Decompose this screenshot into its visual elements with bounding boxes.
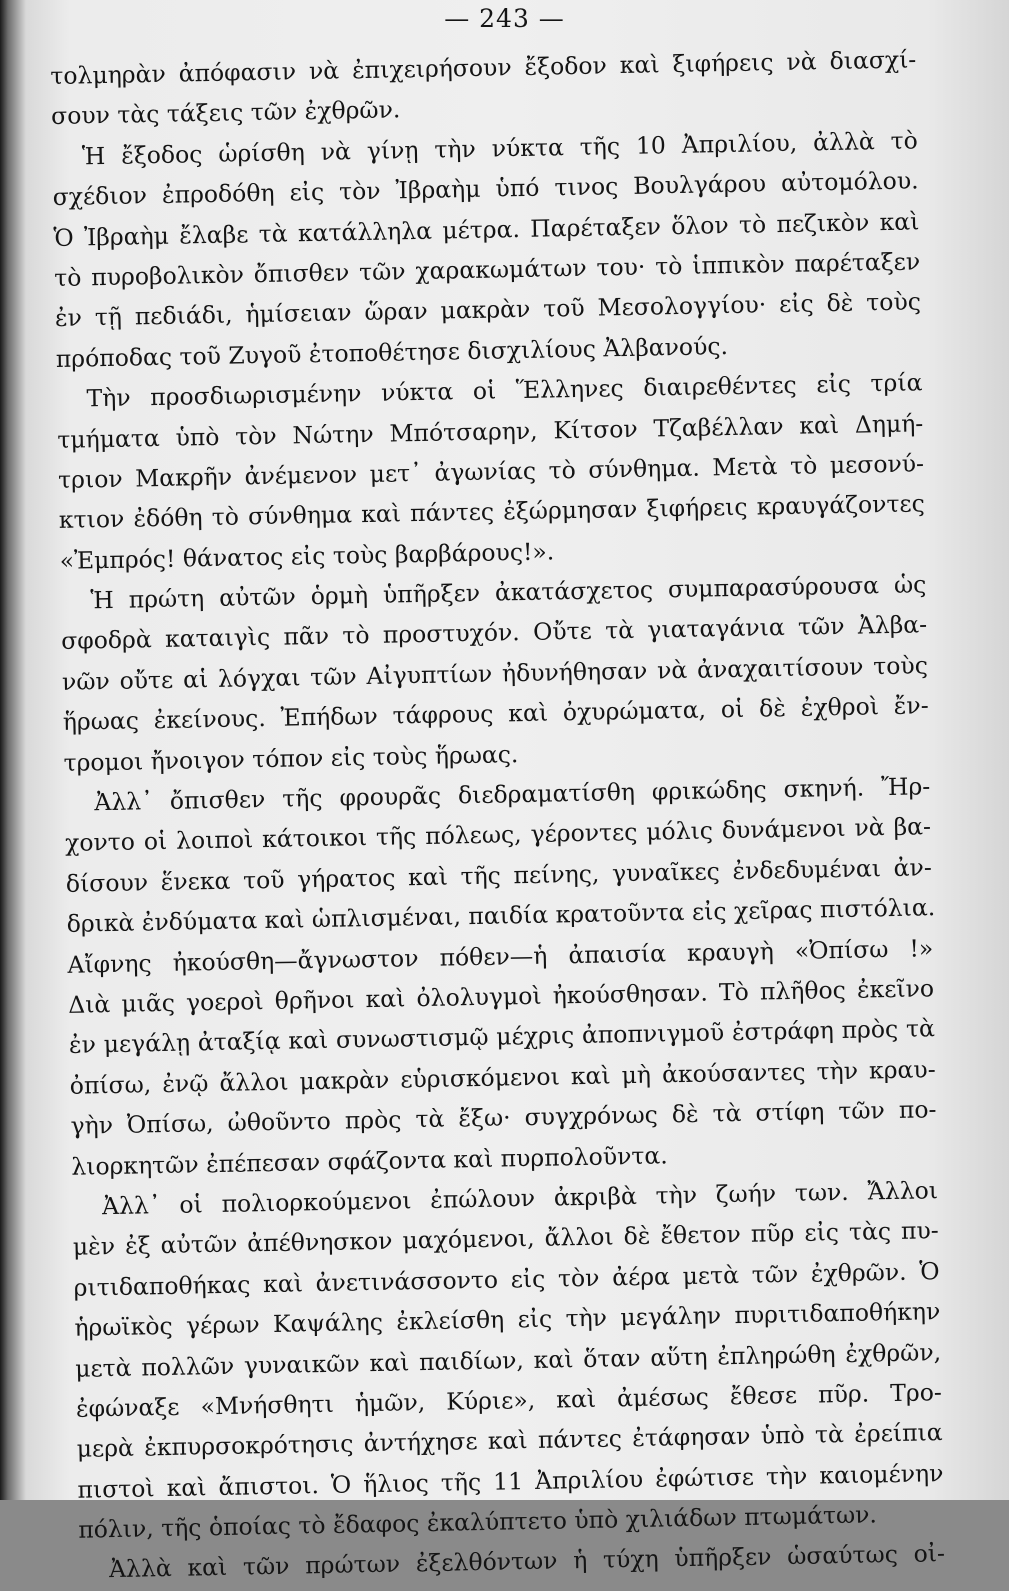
text-line: χοντο οἱ λοιποὶ κάτοικοι τῆς πόλεως, γέροντες μόλις δυνάμενοι νὰ βα- — [64, 812, 932, 858]
text-line: Ἀλλ᾽ ὄπισθεν τῆς φρουρᾶς διεδραματίσθη φρικώδης σκηνή. Ἤρ- — [94, 772, 931, 817]
text-line: νῶν οὔτε αἱ λόγχαι τῶν Αἰγυπτίων ἠδυνήθησαν νὰ ἀναχαιτίσουν τοὺς — [61, 651, 929, 696]
text-line: πρόποδας τοῦ Ζυγοῦ ἐτοποθέτησε δισχιλίους Ἀλβανούς. — [55, 331, 729, 373]
text-line: ριτιδαποθήκας καὶ ἀνετινάσσοντο εἰς τὸν ἀέρα μετὰ τῶν ἐχθρῶν. Ὁ — [73, 1256, 940, 1302]
text-line: Ἡ πρώτη αὐτῶν ὁρμὴ ὑπῆρξεν ἀκατάσχετος συμπαρασύρουσα ὡς — [90, 570, 927, 615]
text-line: πόλιν, τῆς ὁποίας τὸ ἔδαφος ἐκαλύπτετο ὑπὸ χιλιάδων πτωμάτων. — [78, 1500, 878, 1544]
text-line: τριον Μακρῆν ἀνέμενον μετ᾽ ἀγωνίας τὸ σύνθημα. Μετὰ τὸ μεσονύ- — [57, 449, 925, 494]
text-line: δρικὰ ἐνδύματα καὶ ὡπλισμέναι, παιδία κρατοῦντα εἰς χεῖρας πιστόλια. — [66, 893, 936, 939]
text-line: σφοδρὰ καταιγὶς πᾶν τὸ προστυχόν. Οὔτε τὰ γιαταγάνια τῶν Ἀλβα- — [60, 610, 928, 656]
text-line: λιορκητῶν ἐπέπεσαν σφάζοντα καὶ πυρπολοῦντα. — [71, 1140, 668, 1181]
text-line: τρομοι ἤνοιγον τόπον εἰς τοὺς ἥρωας. — [63, 739, 519, 777]
text-line: Ἀλλὰ καὶ τῶν πρώτων ἐξελθόντων ἡ τύχη ὑπῆρξεν ὡσαύτως οἰ- — [108, 1539, 946, 1584]
text-line: μὲν ἐξ αὐτῶν ἀπέθνησκον μαχόμενοι, ἄλλοι δὲ ἔθετον πῦρ εἰς τὰς πυ- — [72, 1216, 939, 1262]
text-line: τολμηρὰν ἀπόφασιν νὰ ἐπιχειρήσουν ἔξοδον καὶ ξιφήρεις νὰ διασχί- — [50, 45, 917, 90]
page-number: — 243 — — [444, 4, 565, 33]
text-line: γὴν Ὀπίσω, ὠθοῦντο πρὸς τὰ ἔξω· συγχρόνως δὲ τὰ στίφη τῶν πο- — [70, 1095, 937, 1140]
text-line: τμήματα ὑπὸ τὸν Νώτην Μπότσαρην, Κίτσον Τζαβέλλαν καὶ Δημή- — [57, 408, 924, 454]
text-line: Ἡ ἔξοδος ὡρίσθη νὰ γίνῃ τὴν νύκτα τῆς 10 Ἀπριλίου, ἀλλὰ τὸ — [81, 126, 919, 171]
body-text — [50, 39, 945, 1590]
text-line: δίσουν ἕνεκα τοῦ γήρατος καὶ τῆς πείνης, γυναῖκες ἐνδεδυμέναι ἀν- — [65, 853, 933, 898]
text-line: Διὰ μιᾶς γοεροὶ θρῆνοι καὶ ὀλολυγμοὶ ἠκούσθησαν. Τὸ πλῆθος ἐκεῖνο — [67, 974, 935, 1019]
text-line: ἡρωϊκὸς γέρων Καψάλης ἐκλείσθη εἰς τὴν μεγάλην πυριτιδαποθήκην — [74, 1297, 941, 1342]
text-line: πιστοὶ καὶ ἄπιστοι. Ὁ ἥλιος τῆς 11 Ἀπριλίου ἐφώτισε τὴν καιομένην — [77, 1458, 944, 1504]
text-line: τὸ πυροβολικὸν ὄπισθεν τῶν χαρακωμάτων του· τὸ ἱππικὸν παρέταξεν — [53, 247, 921, 292]
text-line: ἐφώναξε «Μνήσθητι ἡμῶν, Κύριε», καὶ ἀμέσως ἔθεσε πῦρ. Τρο- — [75, 1378, 943, 1423]
text-line: Ὁ Ἰβραὴμ ἔλαβε τὰ κατάλληλα μέτρα. Παρέταξεν ὅλον τὸ πεζικὸν καὶ — [53, 206, 920, 252]
text-line: σχέδιον ἐπροδόθη εἰς τὸν Ἰβραὴμ ὑπό τινος Βουλγάρου αὐτομόλου. — [52, 166, 919, 212]
text-line: μερὰ ἐκπυρσοκρότησις ἀντήχησε καὶ πάντες ἐτάφησαν ὑπὸ τὰ ἐρείπια — [76, 1418, 943, 1464]
text-line: Ἀλλ᾽ οἱ πολιορκούμενοι ἐπώλουν ἀκριβὰ τὴν ζωήν των. Ἄλλοι — [101, 1176, 939, 1221]
text-line: Τὴν προσδιωρισμένην νύκτα οἱ Ἕλληνες διαιρεθέντες εἰς τρία — [86, 368, 923, 413]
text-line: «Ἐμπρός! θάνατος εἰς τοὺς βαρβάρους!». — [59, 537, 555, 575]
text-line: Αἴφνης ἠκούσθη—ἄγνωστον πόθεν—ἡ ἀπαισία κραυγὴ «Ὀπίσω !» — [67, 933, 934, 979]
text-line: ὀπίσω, ἐνῷ ἄλλοι μακρὰν εὑρισκόμενοι καὶ μὴ ἀκούσαντες τὴν κραυ- — [69, 1054, 936, 1100]
text-line: ἐν τῇ πεδιάδι, ἡμίσειαν ὥραν μακρὰν τοῦ Μεσολογγίου· εἰς δὲ τοὺς — [54, 287, 922, 333]
text-line: ἥρωας ἐκείνους. Ἐπήδων τάφρους καὶ ὀχυρώματα, οἱ δὲ ἐχθροὶ ἔν- — [62, 691, 929, 737]
text-line: κτιον ἐδόθη τὸ σύνθημα καὶ πάντες ἐξώρμησαν ξιφήρεις κραυγάζοντες — [58, 489, 926, 535]
text-line: μετὰ πολλῶν γυναικῶν καὶ παιδίων, καὶ ὅταν αὕτη ἐπληρώθη ἐχθρῶν, — [74, 1337, 942, 1383]
text-line: ἐν μεγάλῃ ἀταξίᾳ καὶ συνωστισμῷ μέχρις ἀποπνιγμοῦ ἐστράφη πρὸς τὰ — [68, 1014, 936, 1060]
text-line: σουν τὰς τάξεις τῶν ἐχθρῶν. — [50, 95, 401, 131]
